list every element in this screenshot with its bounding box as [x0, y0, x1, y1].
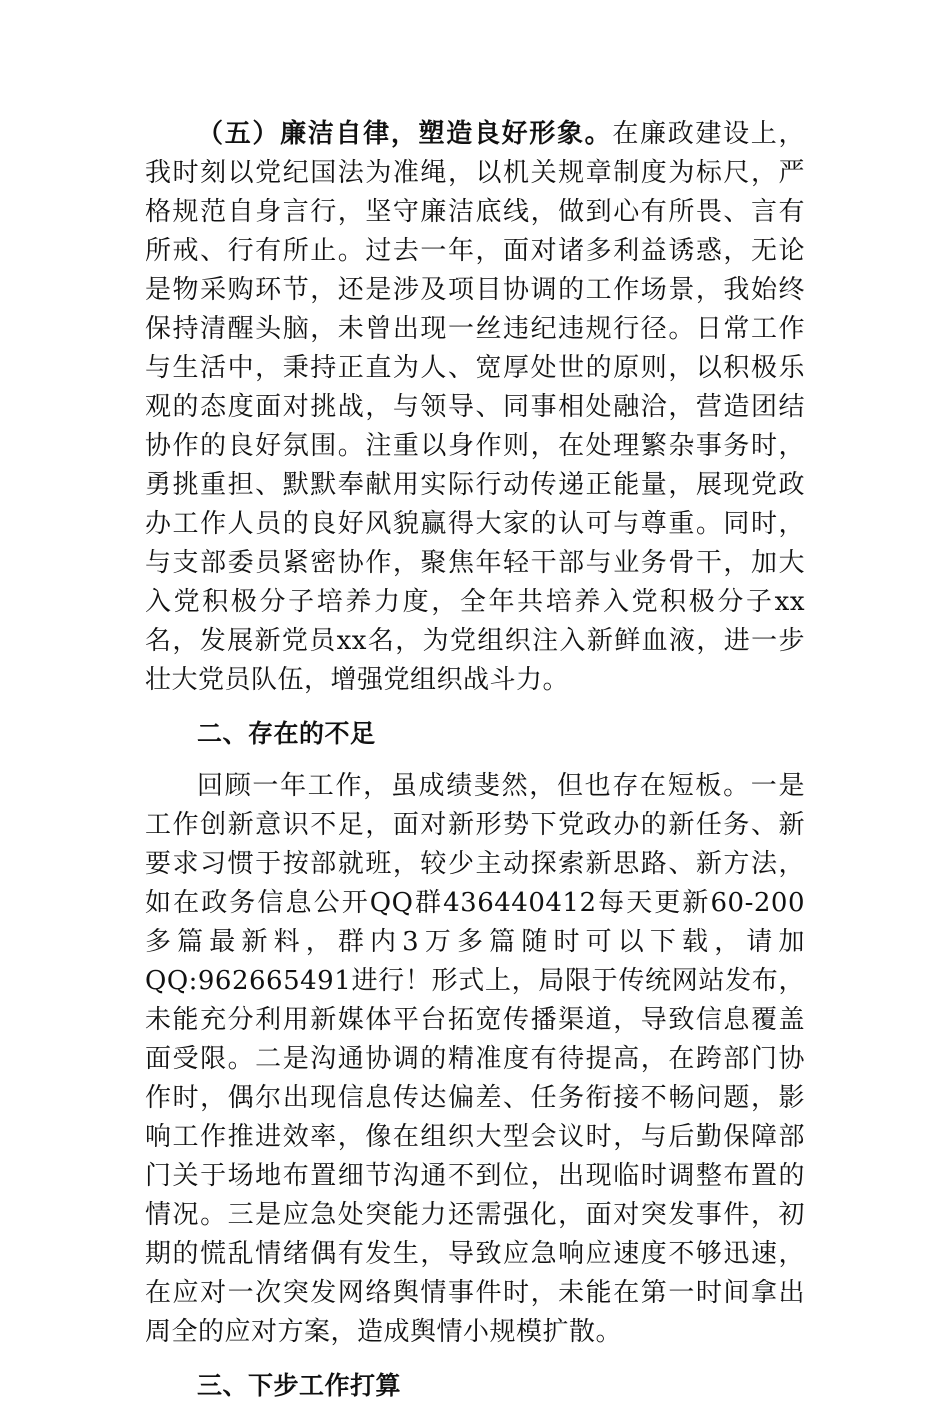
section-5-lead: （五）廉洁自律，塑造良好形象。	[197, 119, 613, 149]
document-body	[145, 115, 805, 1405]
paragraph-shortcomings: 回顾一年工作，虽成绩斐然，但也存在短板。一是工作创新意识不足，面对新形势下党政办的新任务、新要求习惯于按部就班，较少主动探索新思路、新方法，如在政务信息公开QQ群436440412每天更新60-200多篇最新料，群内3万多篇随时可以下载，请加QQ:962665491进行！形式上，局限于传统网站发布，未能充分利用新媒体平台拓宽传播渠道，导致信息覆盖面受限。二是沟通协调的精准度有待提高，在跨部门协作时，偶尔出现信息传达偏差、任务衔接不畅问题，影响工作推进效率，像在组织大型会议时，与后勤保障部门关于场地布置细节沟通不到位，出现临时调整布置的情况。三是应急处突能力还需强化，面对突发事件，初期的慌乱情绪偶有发生，导致应急响应速度不够迅速，在应对一次突发网络舆情事件时，未能在第一时间拿出周全的应对方案，造成舆情小规模扩散。	[145, 771, 805, 1347]
section-5-body: 在廉政建设上，我时刻以党纪国法为准绳，以机关规章制度为标尺，严格规范自身言行，坚守廉洁底线，做到心有所畏、言有所戒、行有所止。过去一年，面对诸多利益诱惑，无论是物采购环节，还是涉及项目协调的工作场景，我始终保持清醒头脑，未曾出现一丝违纪违规行径。日常工作与生活中，秉持正直为人、宽厚处世的原则，以积极乐观的态度面对挑战，与领导、同事相处融洽，营造团结协作的良好氛围。注重以身作则，在处理繁杂事务时，勇挑重担、默默奉献用实际行动传递正能量，展现党政办工作人员的良好风貌赢得大家的认可与尊重。同时，与支部委员紧密协作，聚焦年轻干部与业务骨干，加大入党积极分子培养力度，全年共培养入党积极分子xx名，发展新党员xx名，为党组织注入新鲜血液，进一步壮大党员队伍，增强党组织战斗力。	[145, 119, 805, 695]
heading-next-steps: 三、下步工作打算	[197, 1371, 402, 1400]
paragraph-section-5	[145, 115, 805, 700]
heading-shortcomings: 二、存在的不足	[197, 719, 376, 748]
